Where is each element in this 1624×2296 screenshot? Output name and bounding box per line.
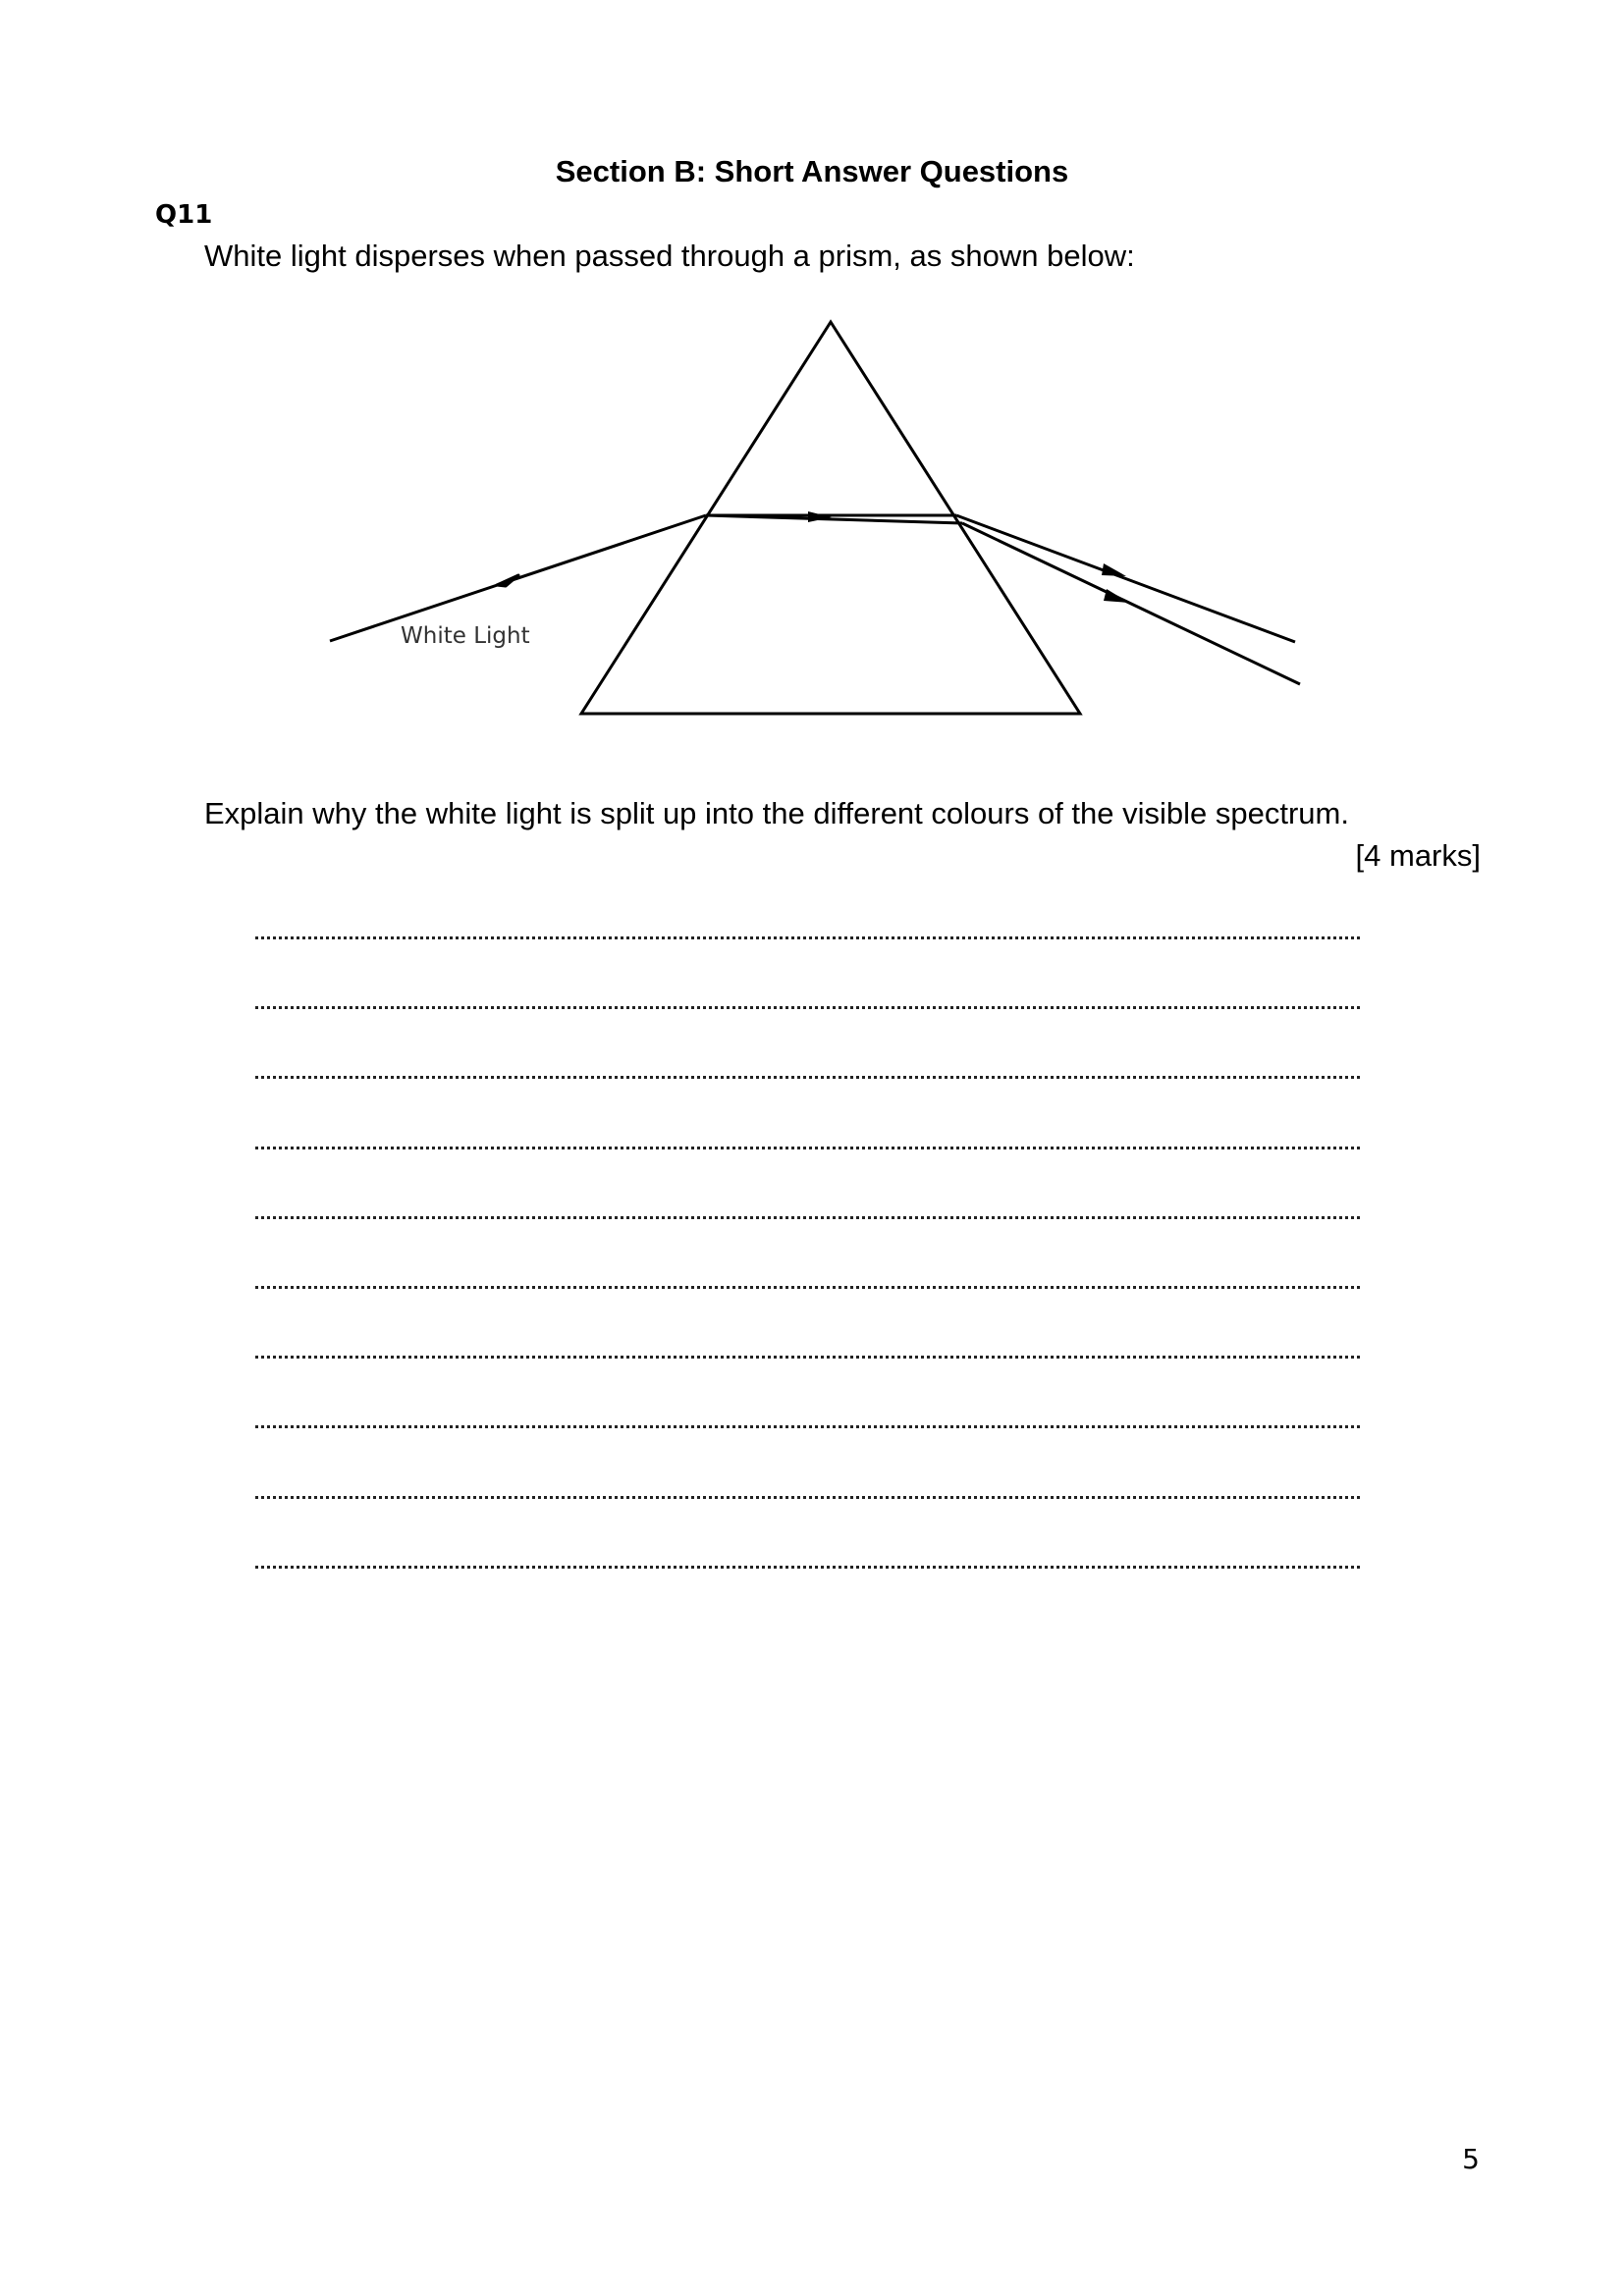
dotted-rule: [255, 1566, 1360, 1569]
dotted-rule: [255, 1006, 1360, 1009]
page-number: 5: [1462, 2143, 1480, 2175]
answer-line[interactable]: [255, 1394, 1360, 1464]
answer-line[interactable]: [255, 1044, 1360, 1114]
dotted-rule: [255, 936, 1360, 939]
emergent-ray-upper: [956, 515, 1295, 642]
section-title: Section B: Short Answer Questions: [555, 154, 1069, 188]
emergent-ray-lower-arrow: [1104, 589, 1129, 603]
ray-label: White Light: [401, 623, 530, 649]
marks-allocation: [4 marks]: [1355, 838, 1481, 873]
dotted-rule: [255, 1425, 1360, 1428]
answer-line[interactable]: [255, 975, 1360, 1044]
emergent-ray-lower: [962, 523, 1300, 684]
answer-line[interactable]: [255, 1185, 1360, 1255]
incident-ray: [330, 515, 706, 641]
dotted-rule: [255, 1286, 1360, 1289]
dotted-rule: [255, 1216, 1360, 1219]
answer-line[interactable]: [255, 1115, 1360, 1185]
dotted-rule: [255, 1147, 1360, 1149]
answer-line[interactable]: [255, 905, 1360, 975]
emergent-ray-upper-arrow: [1102, 563, 1126, 576]
question-number: Q11: [155, 200, 213, 230]
answer-line[interactable]: [255, 1465, 1360, 1534]
question-prompt: Explain why the white light is split up into the different colours of the visible spectrum.: [204, 796, 1349, 830]
dotted-rule: [255, 1356, 1360, 1359]
prism-diagram: [295, 294, 1335, 746]
answer-line[interactable]: [255, 1255, 1360, 1324]
answer-line[interactable]: [255, 1534, 1360, 1604]
answer-lines: [255, 905, 1360, 1604]
question-intro: White light disperses when passed through a prism, as shown below:: [204, 239, 1135, 273]
dotted-rule: [255, 1496, 1360, 1499]
dotted-rule: [255, 1076, 1360, 1079]
answer-line[interactable]: [255, 1324, 1360, 1394]
refracted-ray-arrow: [808, 511, 832, 522]
